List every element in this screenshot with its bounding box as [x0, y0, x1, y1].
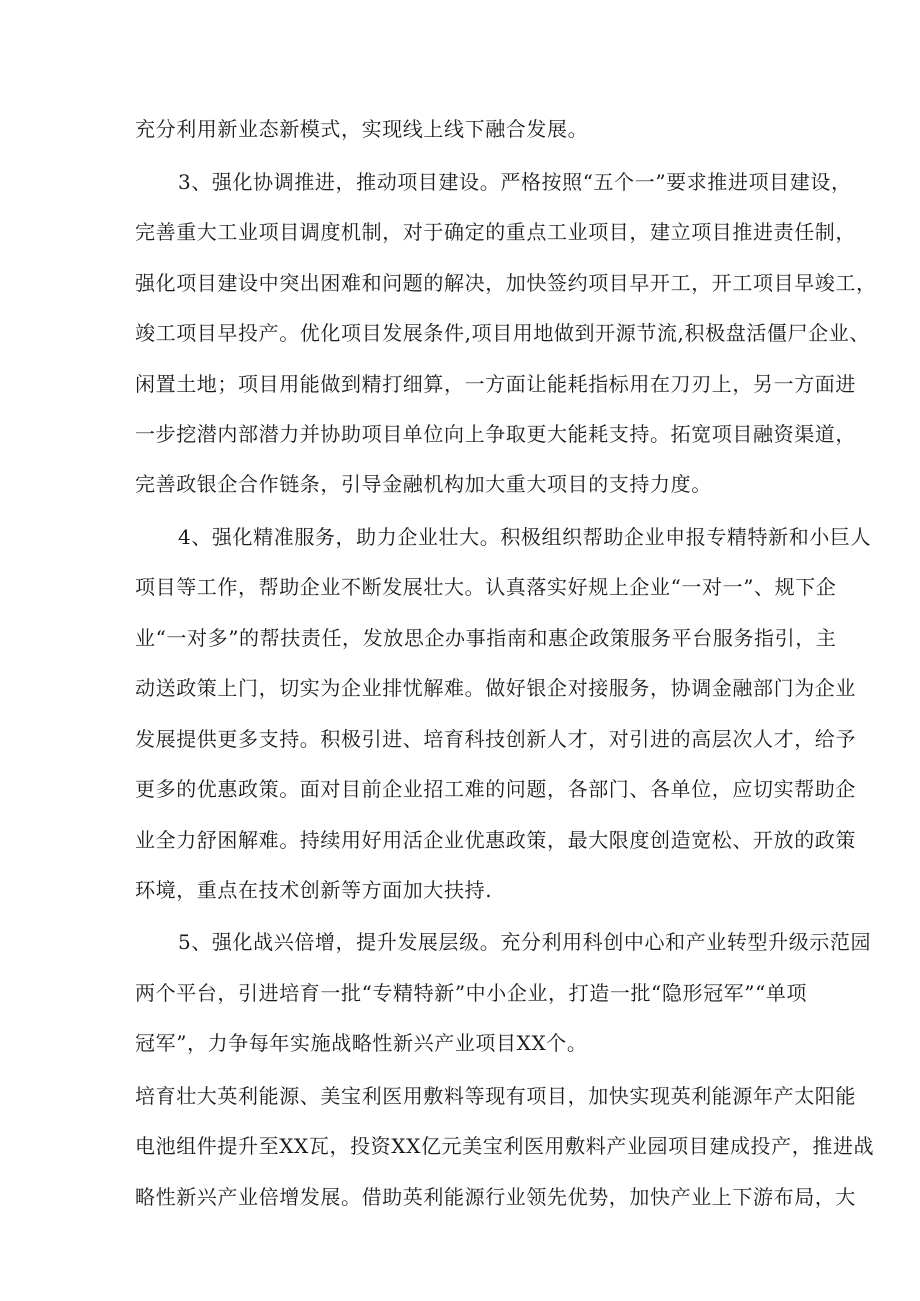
text-line	[0, 263, 920, 303]
text-line-content: 略性新兴产业倍增发展。借助英利能源行业领先优势，加快产业上下游布局，大	[135, 1185, 856, 1209]
text-line-content: 完善重大工业项目调度机制，对于确定的重点工业项目，建立项目推进责任制，	[135, 220, 856, 244]
text-line-content: 环境，重点在技术创新等方面加大扶持.	[135, 878, 493, 902]
text-line-content: 闲置土地；项目用能做到精打细算，一方面让能耗指标用在刀刃上，另一方面进	[135, 372, 856, 396]
text-line-content: 项目等工作，帮助企业不断发展壮大。认真落实好规上企业“一对一”、规下企	[135, 575, 837, 599]
text-line-content: 4、强化精准服务，助力企业壮大。积极组织帮助企业申报专精特新和小巨人	[178, 525, 872, 549]
text-line-content: 电池组件提升至XX瓦，投资XX亿元美宝利医用敷料产业园项目建成投产，推进战	[135, 1134, 875, 1158]
text-line-content: 完善政银企合作链条，引导金融机构加大重大项目的支持力度。	[135, 472, 712, 496]
text-line	[0, 162, 920, 202]
text-line	[0, 769, 920, 809]
text-line	[0, 618, 920, 658]
text-line	[0, 973, 920, 1013]
text-line-content: 强化项目建设中突出困难和问题的解决，加快签约项目早开工，开工项目早竣工，	[135, 271, 877, 295]
text-line	[0, 464, 920, 504]
text-line	[0, 1023, 920, 1063]
text-line-content: 业全力舒困解难。持续用好用活企业优惠政策，最大限度创造宽松、开放的政策	[135, 828, 856, 852]
text-line	[0, 414, 920, 454]
text-line-content: 竣工项目早投产。优化项目发展条件,项目用地做到开源节流,积极盘活僵尸企业、	[135, 321, 870, 345]
text-line	[0, 313, 920, 353]
text-line	[0, 1126, 920, 1166]
text-line	[0, 109, 920, 149]
text-line	[0, 364, 920, 404]
text-line	[0, 517, 920, 557]
text-line	[0, 668, 920, 708]
text-line	[0, 1177, 920, 1217]
text-line	[0, 820, 920, 860]
text-line	[0, 719, 920, 759]
text-line-content: 两个平台，引进培育一批“专精特新”中小企业，打造一批“隐形冠军”“单项	[135, 981, 808, 1005]
text-line	[0, 870, 920, 910]
text-line-content: 发展提供更多支持。积极引进、培育科技创新人才，对引进的高层次人才，给予	[135, 727, 856, 751]
text-line-content: 更多的优惠政策。面对目前企业招工难的问题，各部门、各单位，应切实帮助企	[135, 777, 856, 801]
text-line-content: 一步挖潜内部潜力并协助项目单位向上争取更大能耗支持。拓宽项目融资渠道，	[135, 422, 856, 446]
text-line	[0, 1076, 920, 1116]
text-line-content: 业“一对多”的帮扶责任，发放思企办事指南和惠企政策服务平台服务指引，主	[135, 626, 837, 650]
text-line-content: 5、强化战兴倍增，提升发展层级。充分利用科创中心和产业转型升级示范园	[178, 930, 872, 954]
text-line	[0, 212, 920, 252]
text-line-content: 动送政策上门，切实为企业排忧解难。做好银企对接服务，协调金融部门为企业	[135, 676, 856, 700]
text-line-content: 培育壮大英利能源、美宝利医用敷料等现有项目，加快实现英利能源年产太阳能	[135, 1084, 856, 1108]
text-line-content: 3、强化协调推进，推动项目建设。严格按照“五个一”要求推进项目建设，	[178, 170, 852, 194]
text-line	[0, 922, 920, 962]
text-line-content: 充分利用新业态新模式，实现线上线下融合发展。	[135, 117, 589, 141]
text-line	[0, 567, 920, 607]
text-line-content: 冠军”，力争每年实施战略性新兴产业项目XX个。	[135, 1031, 588, 1055]
